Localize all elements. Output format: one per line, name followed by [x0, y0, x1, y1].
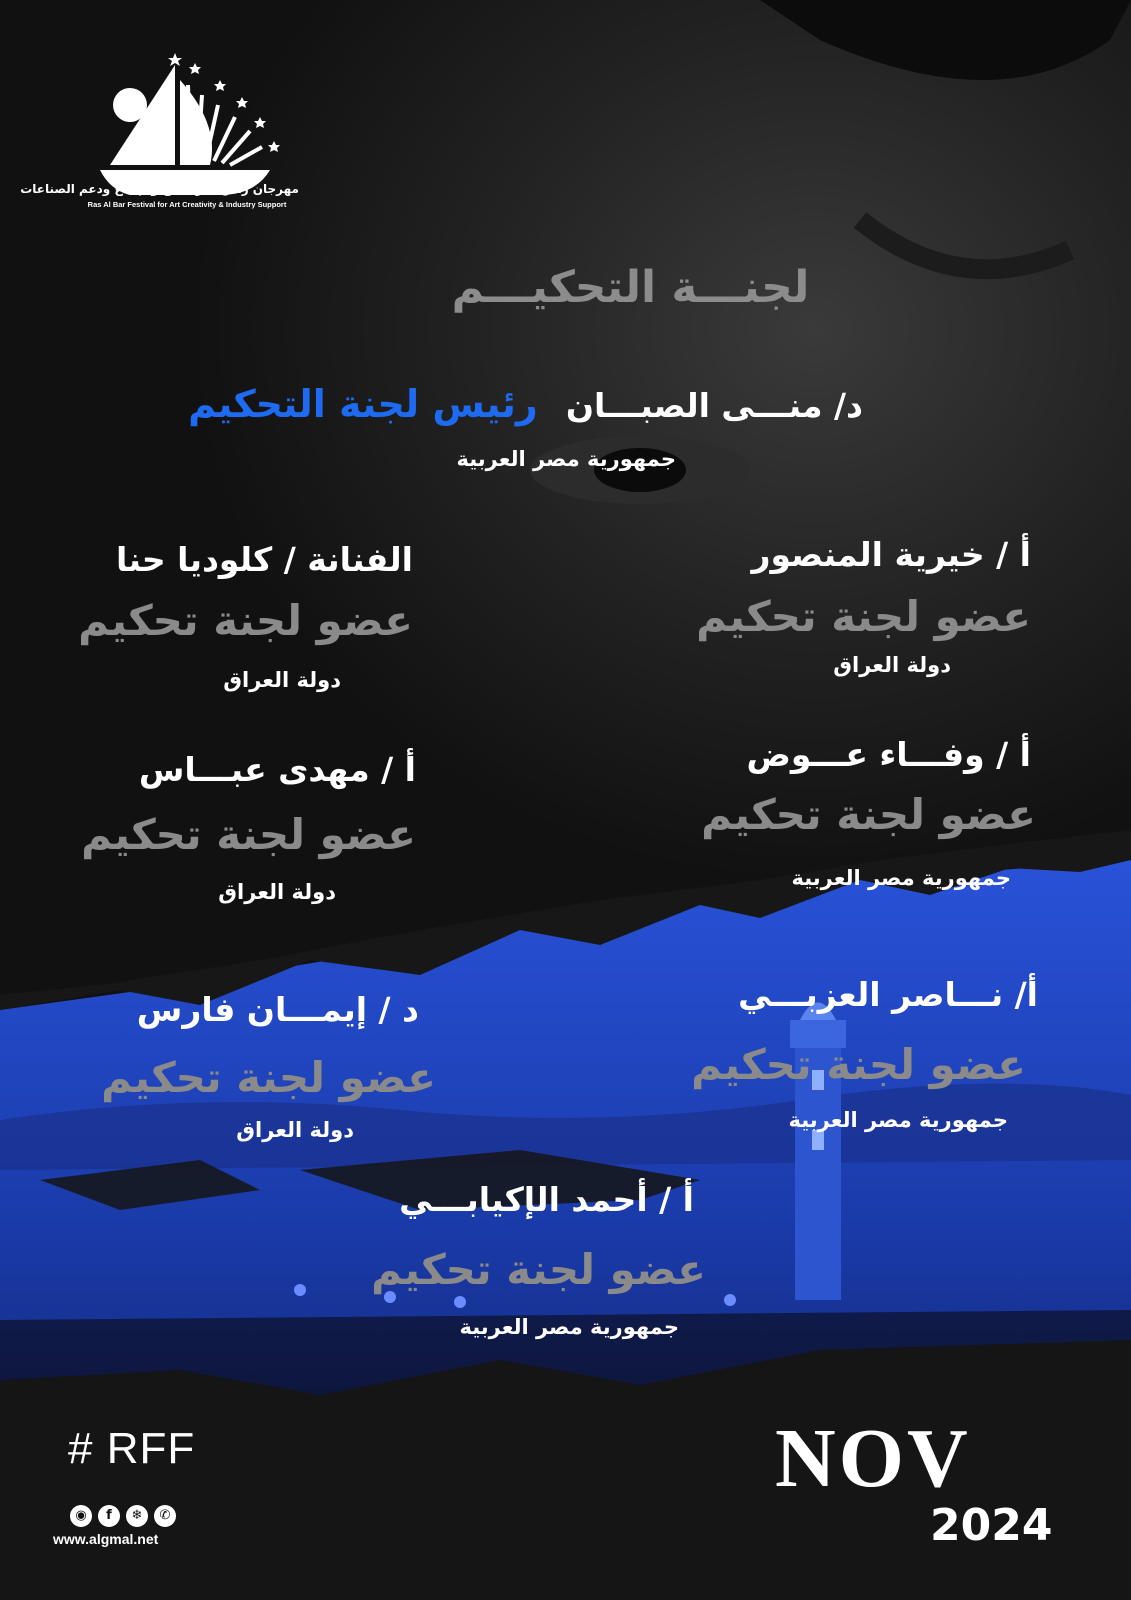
twitter-icon[interactable]: ❄ [126, 1505, 148, 1527]
member-role: عضو لجنة تحكيم [78, 596, 413, 645]
member-role: عضو لجنة تحكيم [371, 1245, 706, 1294]
whatsapp-icon[interactable]: ✆ [154, 1505, 176, 1527]
member-role: عضو لجنة تحكيم [696, 592, 1031, 641]
instagram-icon[interactable]: ◉ [70, 1505, 92, 1527]
logo-english-name: Ras Al Bar Festival for Art Creativity & Industry Support [87, 200, 287, 209]
facebook-icon[interactable]: f [98, 1505, 120, 1527]
member-name: أ / خيرية المنصور [751, 535, 1031, 574]
member-country: جمهورية مصر العربية [788, 1108, 1008, 1132]
member-name: د / إيمـــان فارس [136, 990, 419, 1029]
member-country: دولة العراق [223, 668, 341, 692]
member-name: الفنانة / كلوديا حنا [116, 540, 413, 579]
member-role: عضو لجنة تحكيم [101, 1053, 436, 1102]
chair-country: جمهورية مصر العربية [456, 447, 676, 471]
member-name: أ/ نـــاصر العزبـــي [738, 975, 1038, 1014]
page-title: لجنـــة التحكيـــم [451, 262, 810, 313]
member-country: دولة العراق [236, 1118, 354, 1142]
member-country: دولة العراق [218, 880, 336, 904]
logo-arabic-name: مهرجان راس البر للفن والإبداع ودعم الصناعات [20, 182, 299, 196]
member-country: جمهورية مصر العربية [791, 866, 1011, 890]
hashtag: # RFF [68, 1424, 196, 1473]
member-country: جمهورية مصر العربية [459, 1315, 679, 1339]
member-country: دولة العراق [833, 653, 951, 677]
member-name: أ / وفـــاء عـــوض [746, 735, 1031, 774]
event-year: 2024 [930, 1500, 1053, 1551]
member-role: عضو لجنة تحكيم [691, 1040, 1026, 1089]
website-link[interactable]: www.algmal.net [53, 1531, 159, 1547]
chair-name: د/ منـــى الصبـــان [565, 386, 863, 425]
chair-line [188, 382, 863, 426]
member-name: أ / مهدى عبـــاس [138, 750, 416, 789]
chair-role: رئيس لجنة التحكيم [188, 382, 538, 426]
member-role: عضو لجنة تحكيم [81, 810, 416, 859]
member-name: أ / أحمد الإكيابـــي [399, 1180, 694, 1219]
event-month: NOV [775, 1412, 971, 1505]
member-role: عضو لجنة تحكيم [701, 790, 1036, 839]
